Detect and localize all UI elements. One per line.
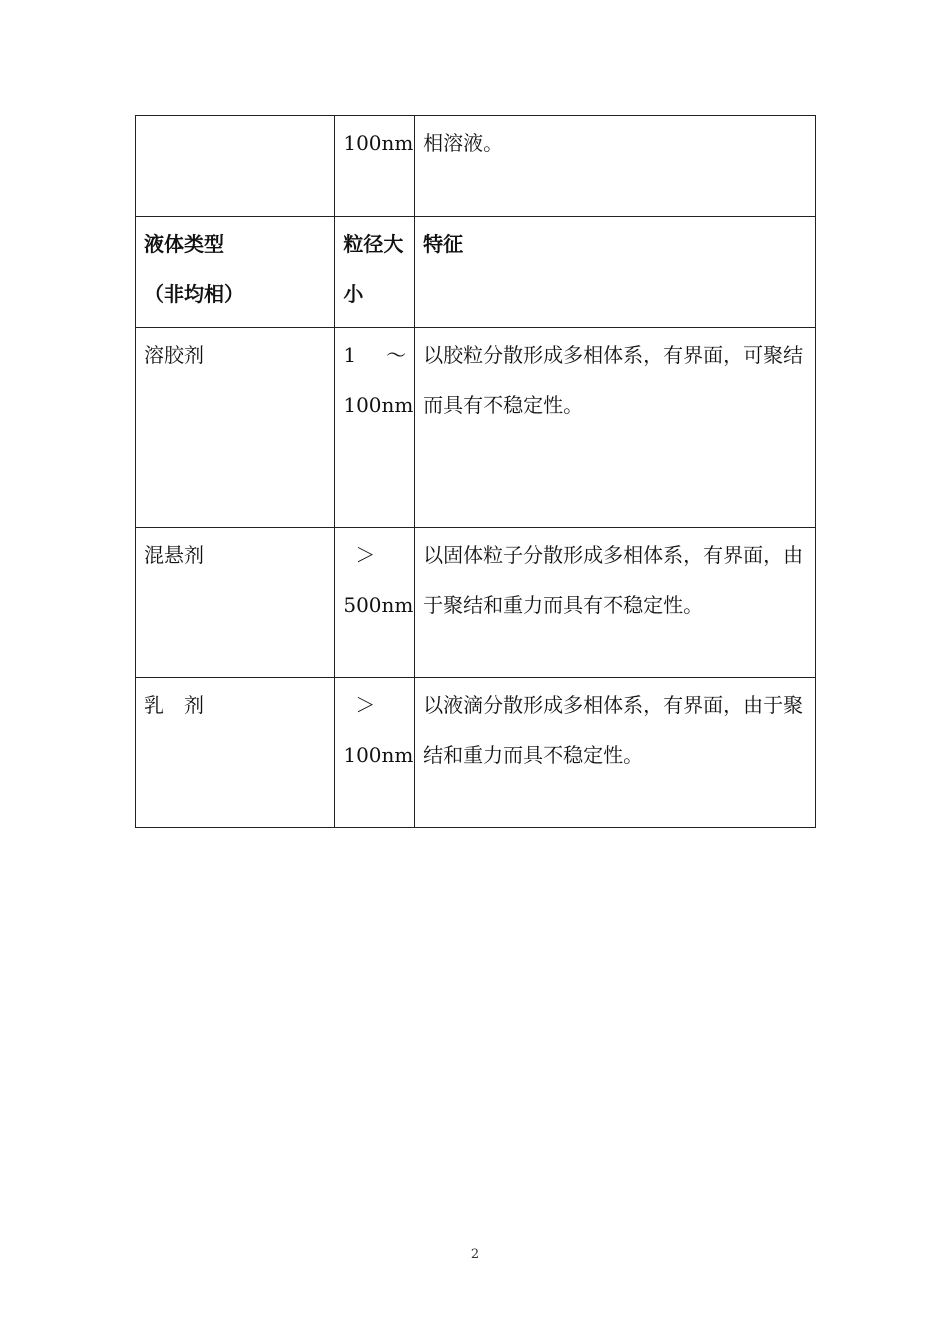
size-cell [335, 678, 415, 828]
header-type-line1: 液体类型 [144, 232, 224, 256]
header-feature-cell: 特征 [415, 217, 816, 328]
type-cell: 混悬剂 [136, 528, 335, 678]
table-row-emulsion [136, 678, 816, 828]
size-value: 500nm [343, 593, 414, 617]
header-size-line2: 小 [343, 282, 364, 306]
page-number: 2 [470, 1247, 480, 1262]
size-tilde: ～ [386, 343, 407, 367]
type-cell: 乳 剂 [136, 678, 335, 828]
size-operator: ＞ [355, 693, 376, 717]
table-row-sol [136, 328, 816, 528]
table-row-continued [136, 116, 816, 217]
size-upper: 100nm [343, 393, 414, 417]
feature-cell: 相溶液。 [415, 116, 816, 217]
liquid-types-table [135, 115, 816, 828]
table-row-suspension [136, 528, 816, 678]
header-size-cell [335, 217, 415, 328]
size-lower: 1 [343, 343, 357, 367]
table-header-row [136, 217, 816, 328]
feature-cell: 以胶粒分散形成多相体系，有界面，可聚结而具有不稳定性。 [415, 328, 816, 528]
header-type-cell [136, 217, 335, 328]
feature-cell: 以液滴分散形成多相体系，有界面，由于聚结和重力而具不稳定性。 [415, 678, 816, 828]
size-cell: 100nm [335, 116, 415, 217]
header-size-line1: 粒径大 [343, 232, 404, 256]
size-cell [335, 528, 415, 678]
size-operator: ＞ [355, 543, 376, 567]
feature-cell: 以固体粒子分散形成多相体系，有界面，由于聚结和重力而具有不稳定性。 [415, 528, 816, 678]
type-cell [136, 116, 335, 217]
type-cell: 溶胶剂 [136, 328, 335, 528]
size-value: 100nm [343, 743, 414, 767]
size-cell [335, 328, 415, 528]
header-type-line2: （非均相） [144, 282, 244, 306]
